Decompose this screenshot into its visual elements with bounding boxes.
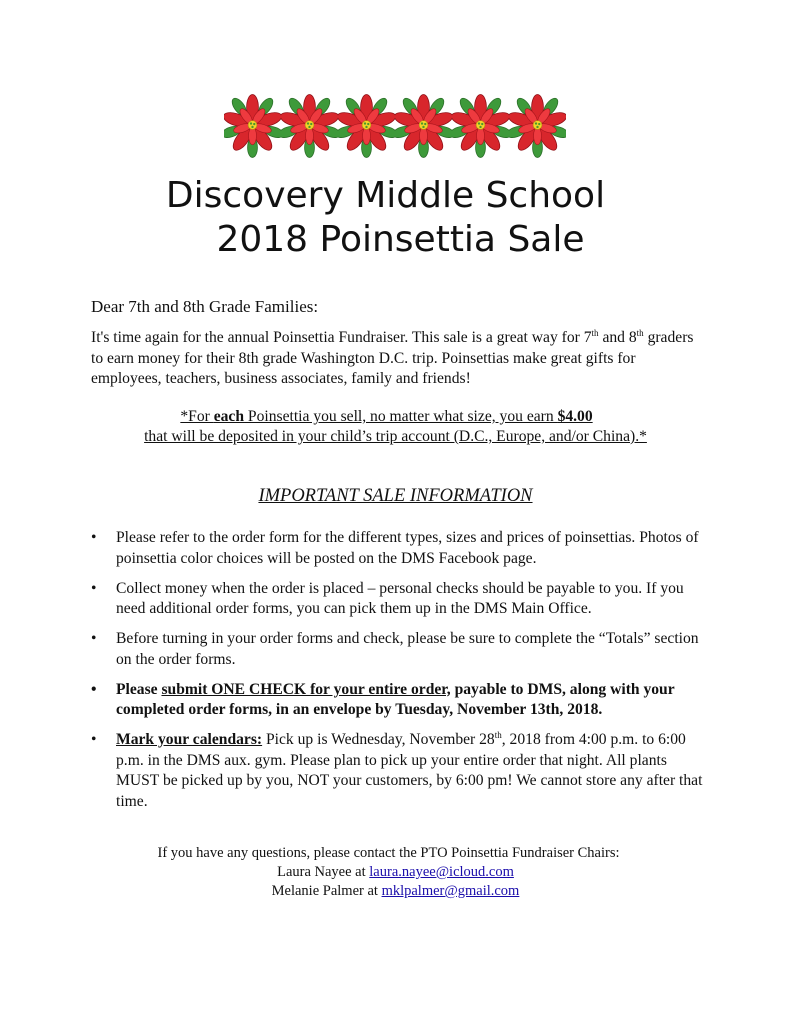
list-item-text: payable to DMS, along with your completed order forms, in an envelope by Tuesday, November 13th, 2018. xyxy=(116,680,675,718)
earnings-line-1 xyxy=(0,407,791,427)
bullet-icon: • xyxy=(91,630,97,647)
earn-text-c: Poinsettia you sell, no matter what size, you earn xyxy=(244,408,558,425)
info-list xyxy=(91,528,706,822)
earnings-line-2: that will be deposited in your child’s trip account (D.C., Europe, and/or China).* xyxy=(144,428,647,445)
earn-text-each: each xyxy=(213,408,245,425)
email-link[interactable]: mklpalmer@gmail.com xyxy=(381,883,520,899)
list-item-sup: th xyxy=(494,729,502,740)
list-item xyxy=(91,730,706,812)
list-item-emphasis: submit ONE CHECK for your entire order, xyxy=(161,680,451,698)
list-item-text: Pick up is Wednesday, November 28 xyxy=(262,731,495,748)
list-item-text: , 2018 from 4:00 p.m. to 6:00 p.m. in the DMS aux. gym. Please plan to pick up your entire order that night. All plants MUST be picked up by you, NOT your customers, by 6:00 pm! We cannot store any after that time. xyxy=(116,731,703,810)
intro-text-1: It's time again for the annual Poinsettia Fundraiser. This sale is a great way for 7 xyxy=(91,329,592,346)
poinsettia-icon xyxy=(395,92,452,158)
list-item-text: Please refer to the order form for the different types, sizes and prices of poinsettias. Photos of poinsettia color choices will be posted on the DMS Facebook page. xyxy=(116,529,699,567)
list-item xyxy=(91,528,706,569)
list-item-emphasis: Mark your calendars: xyxy=(116,731,263,748)
list-item xyxy=(91,680,706,721)
list-item-text: Collect money when the order is placed – personal checks should be payable to you. If you need additional order forms, you can pick them up in the DMS Main Office. xyxy=(116,579,684,617)
intro-sup-1: th xyxy=(591,327,599,338)
poinsettia-icon xyxy=(281,92,338,158)
contact-block xyxy=(0,844,791,901)
contact-line-1 xyxy=(0,863,791,882)
list-item-text: Please xyxy=(116,680,162,698)
page-title xyxy=(0,174,791,262)
contact-name: Melanie Palmer at xyxy=(271,883,382,899)
poinsettia-banner xyxy=(224,92,566,158)
title-line-2: 2018 Poinsettia Sale xyxy=(216,219,585,260)
intro-text-3: graders to earn money for their 8th grade Washington D.C. trip. Poinsettias make great gifts for employees, teachers, business associates, family and friends! xyxy=(91,329,694,387)
title-line-1: Discovery Middle School xyxy=(165,175,606,216)
list-item-text: Before turning in your order forms and check, please be sure to complete the “Totals” section on the order forms. xyxy=(116,630,699,668)
poinsettia-icon xyxy=(224,92,281,158)
intro-text-2: and 8 xyxy=(598,329,637,346)
poinsettia-icon xyxy=(509,92,566,158)
earn-amount: $4.00 xyxy=(557,408,593,425)
intro-paragraph xyxy=(91,328,701,390)
section-heading: IMPORTANT SALE INFORMATION xyxy=(258,486,533,506)
bullet-icon: • xyxy=(91,529,97,546)
poinsettia-icon xyxy=(338,92,395,158)
bullet-icon: • xyxy=(91,579,97,597)
bullet-icon: • xyxy=(91,680,97,698)
contact-intro: If you have any questions, please contact the PTO Poinsettia Fundraiser Chairs: xyxy=(157,845,620,861)
email-link[interactable]: laura.nayee@icloud.com xyxy=(369,864,514,880)
list-item xyxy=(91,629,706,670)
contact-name: Laura Nayee at xyxy=(277,864,370,880)
list-item xyxy=(91,579,706,620)
poinsettia-icon xyxy=(452,92,509,158)
greeting: Dear 7th and 8th Grade Families: xyxy=(91,297,319,316)
earn-text-a: *For xyxy=(180,408,214,425)
intro-sup-2: th xyxy=(636,327,644,338)
contact-line-2 xyxy=(0,882,791,901)
bullet-icon: • xyxy=(91,731,97,748)
earnings-notice xyxy=(0,407,791,447)
